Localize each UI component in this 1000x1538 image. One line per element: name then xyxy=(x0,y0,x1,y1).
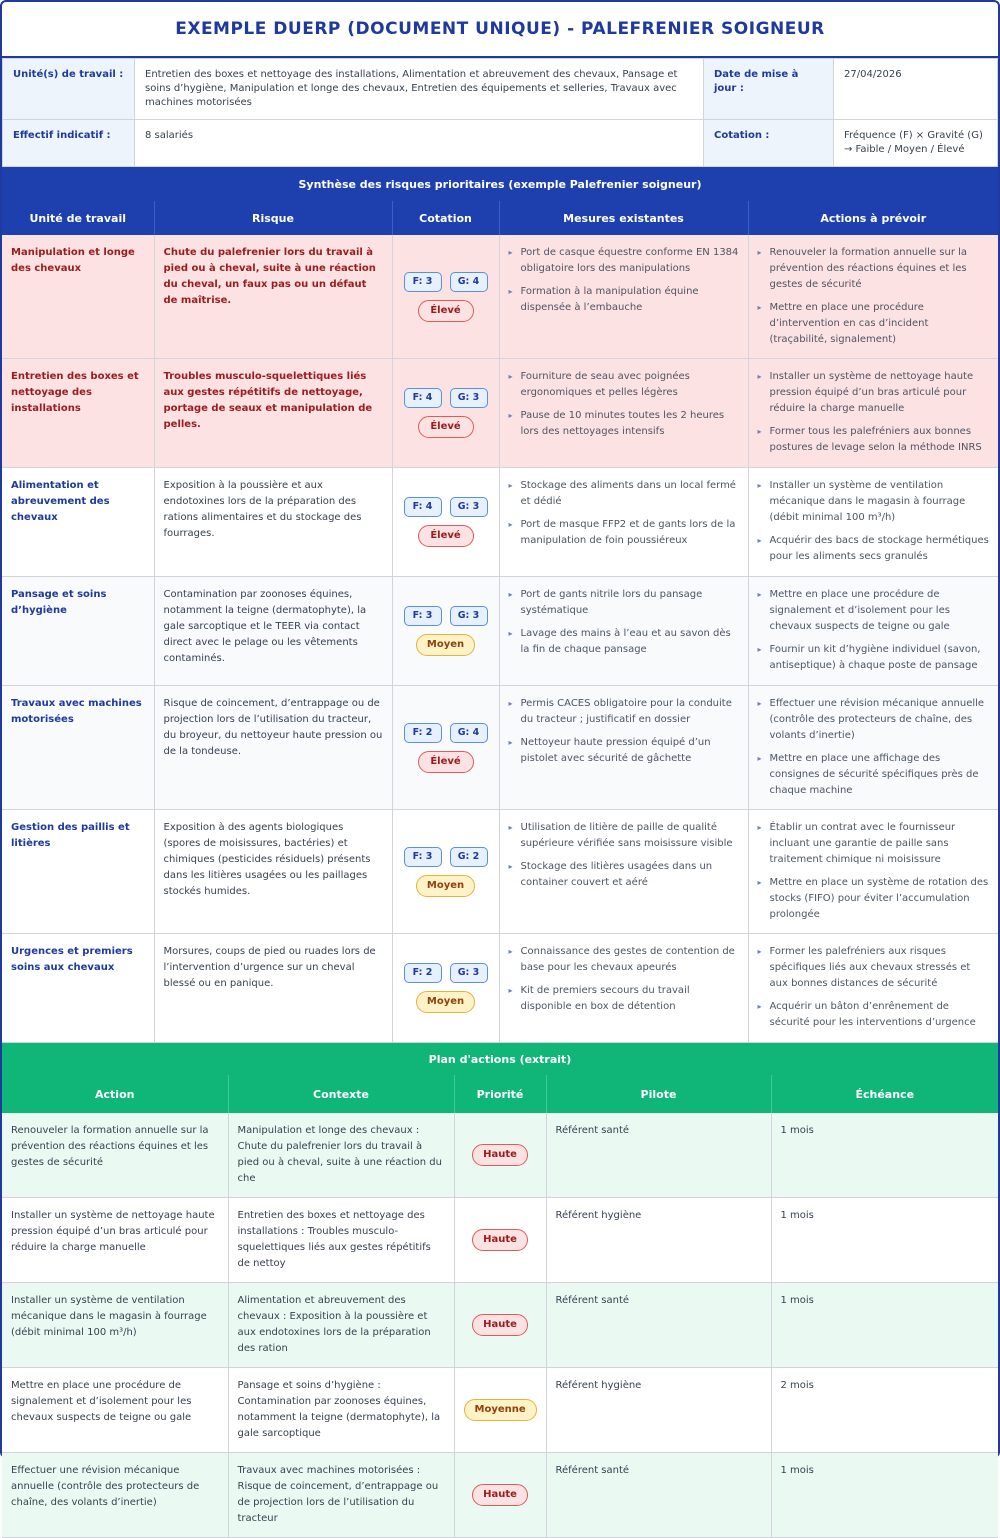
existing-measure-item: ▸ Kit de premiers secours du travail disponible en box de détention xyxy=(509,983,739,1015)
planned-action-item: ▸ Former les palefréniers aux risques spécifiques liés aux chevaux stressés et aux bonnes distances de sécurité xyxy=(758,944,990,992)
existing-measures-list xyxy=(509,820,739,891)
planned-actions-list xyxy=(758,944,990,1031)
cotation-cell xyxy=(392,810,499,934)
risk-description-cell xyxy=(154,577,392,686)
plan-context-cell: Entretien des boxes et nettoyage des installations : Troubles musculo-squelettiques liés aux gestes répétitifs de nettoy xyxy=(228,1198,454,1283)
work-unit-name: Travaux avec machines motorisées xyxy=(11,698,142,725)
planned-actions-list xyxy=(758,696,990,799)
risk-level-badge: Moyen xyxy=(416,875,475,897)
risk-unit-cell xyxy=(2,934,154,1043)
risk-description: Chute du palefrenier lors du travail à pied ou à cheval, suite à une réaction du cheval, un faux pas ou un défaut de maîtrise. xyxy=(163,247,376,306)
units-value: Entretien des boxes et nettoyage des installations, Alimentation et abreuvement des chevaux, Pansage et soins d’hygiène, Manipulation et longe des chevaux, Entretien des équipements et selleries, Travaux avec machines motorisées xyxy=(135,59,704,120)
document-title: EXEMPLE DUERP (DOCUMENT UNIQUE) - PALEFRENIER SOIGNEUR xyxy=(2,2,998,58)
frequency-chip: F: 3 xyxy=(404,272,442,292)
existing-measures-cell xyxy=(499,468,748,577)
effectif-value: 8 salariés xyxy=(135,120,704,167)
planned-actions-cell xyxy=(748,235,998,359)
cotation-chips xyxy=(402,388,490,408)
risk-header-row xyxy=(2,201,998,235)
plan-col-priority: Priorité xyxy=(454,1075,546,1113)
existing-measures-cell xyxy=(499,686,748,810)
plan-action-cell: Renouveler la formation annuelle sur la prévention des réactions équines et les gestes de sécurité xyxy=(2,1113,228,1198)
existing-measures-cell xyxy=(499,235,748,359)
plan-priority-cell xyxy=(454,1283,546,1368)
existing-measure-item: ▸ Nettoyeur haute pression équipé d’un pistolet avec sécurité de gâchette xyxy=(509,735,739,767)
plan-priority-cell xyxy=(454,1368,546,1453)
plan-action-cell: Mettre en place une procédure de signalement et d’isolement pour les chevaux suspects de teigne ou gale xyxy=(2,1368,228,1453)
risk-description-cell xyxy=(154,359,392,468)
work-unit-name: Manipulation et longe des chevaux xyxy=(11,247,135,274)
cotation-chips xyxy=(402,606,490,626)
risk-unit-cell xyxy=(2,468,154,577)
existing-measure-item: ▸ Port de casque équestre conforme EN 1384 obligatoire lors des manipulations xyxy=(509,245,739,277)
risk-row xyxy=(2,810,998,934)
risk-col-cotation: Cotation xyxy=(392,201,499,235)
cotation-chips xyxy=(402,723,490,743)
plan-pilot-cell: Référent santé xyxy=(546,1113,771,1198)
frequency-chip: F: 3 xyxy=(404,847,442,867)
priority-badge: Haute xyxy=(472,1314,528,1336)
cotation-chips xyxy=(402,272,490,292)
risk-unit-cell xyxy=(2,810,154,934)
existing-measures-list xyxy=(509,696,739,767)
risk-description: Exposition à la poussière et aux endotoxines lors de la préparation des rations alimentaires et du stockage des fourrages. xyxy=(163,480,362,539)
cotation-chips xyxy=(402,847,490,867)
plan-row xyxy=(2,1453,998,1538)
plan-context-cell: Pansage et soins d’hygiène : Contamination par zoonoses équines, notamment la teigne (dermatophyte), la gale sarcoptique xyxy=(228,1368,454,1453)
plan-pilot-cell: Référent santé xyxy=(546,1283,771,1368)
cotation-cell xyxy=(392,359,499,468)
units-label: Unité(s) de travail : xyxy=(3,59,135,120)
info-table xyxy=(2,58,998,167)
gravity-chip: G: 4 xyxy=(450,272,488,292)
risk-description-cell xyxy=(154,235,392,359)
work-unit-name: Entretien des boxes et nettoyage des installations xyxy=(11,371,139,414)
planned-action-item: ▸ Mettre en place une affichage des consignes de sécurité spécifiques près de chaque machine xyxy=(758,751,990,799)
risk-row xyxy=(2,235,998,359)
planned-action-item: ▸ Mettre en place une procédure de signalement et d’isolement pour les chevaux suspects de teigne ou gale xyxy=(758,587,990,635)
planned-actions-cell xyxy=(748,577,998,686)
risk-row xyxy=(2,468,998,577)
plan-action-cell: Installer un système de ventilation mécanique dans le magasin à fourrage (débit minimal 100 m³/h) xyxy=(2,1283,228,1368)
planned-actions-cell xyxy=(748,468,998,577)
planned-actions-cell xyxy=(748,934,998,1043)
cotation-cell xyxy=(392,235,499,359)
plan-row xyxy=(2,1113,998,1198)
plan-context-cell: Manipulation et longe des chevaux : Chute du palefrenier lors du travail à pied ou à cheval, suite à une réaction du che xyxy=(228,1113,454,1198)
frequency-chip: F: 2 xyxy=(404,723,442,743)
existing-measures-list xyxy=(509,478,739,549)
planned-action-item: ▸ Installer un système de ventilation mécanique dans le magasin à fourrage (débit minimal 100 m³/h) xyxy=(758,478,990,526)
plan-priority-cell xyxy=(454,1113,546,1198)
existing-measures-cell xyxy=(499,577,748,686)
risk-description: Contamination par zoonoses équines, notamment la teigne (dermatophyte), la gale sarcoptique et le TEER via contact direct avec le pelage ou les vêtements contaminés. xyxy=(163,589,367,664)
risk-table xyxy=(2,201,998,1043)
plan-pilot-cell: Référent hygiène xyxy=(546,1368,771,1453)
risk-description-cell xyxy=(154,468,392,577)
plan-context-cell: Travaux avec machines motorisées : Risque de coincement, d’entrappage ou de projection lors de l’utilisation du tracteur xyxy=(228,1453,454,1538)
plan-col-context: Contexte xyxy=(228,1075,454,1113)
existing-measures-cell xyxy=(499,810,748,934)
plan-pilot-cell: Référent hygiène xyxy=(546,1198,771,1283)
existing-measure-item: ▸ Stockage des litières usagées dans un container couvert et aéré xyxy=(509,859,739,891)
planned-actions-cell xyxy=(748,810,998,934)
plan-deadline-cell: 1 mois xyxy=(771,1453,998,1538)
gravity-chip: G: 3 xyxy=(450,497,488,517)
work-unit-name: Gestion des paillis et litières xyxy=(11,822,130,849)
cotation-cell xyxy=(392,686,499,810)
planned-action-item: ▸ Effectuer une révision mécanique annuelle (contrôle des protecteurs de chaîne, des volants d’inertie) xyxy=(758,696,990,744)
existing-measure-item: ▸ Pause de 10 minutes toutes les 2 heures lors des nettoyages intensifs xyxy=(509,408,739,440)
existing-measure-item: ▸ Lavage des mains à l’eau et au savon dès la fin de chaque pansage xyxy=(509,626,739,658)
planned-actions-list xyxy=(758,369,990,456)
planned-action-item: ▸ Fournir un kit d’hygiène individuel (savon, antiseptique) à chaque poste de pansage xyxy=(758,642,990,674)
existing-measures-list xyxy=(509,944,739,1015)
existing-measure-item: ▸ Formation à la manipulation équine dispensée à l’embauche xyxy=(509,284,739,316)
frequency-chip: F: 2 xyxy=(404,963,442,983)
planned-action-item: ▸ Acquérir un bâton d’enrênement de sécurité pour les interventions d’urgence xyxy=(758,999,990,1031)
priority-badge: Haute xyxy=(472,1484,528,1506)
plan-table xyxy=(2,1075,998,1538)
risk-level-badge: Élevé xyxy=(418,416,474,438)
work-unit-name: Alimentation et abreuvement des chevaux xyxy=(11,480,110,523)
effectif-label: Effectif indicatif : xyxy=(3,120,135,167)
plan-action-cell: Installer un système de nettoyage haute pression équipé d’un bras articulé pour réduire la charge manuelle xyxy=(2,1198,228,1283)
risk-level-badge: Moyen xyxy=(416,991,475,1013)
planned-action-item: ▸ Installer un système de nettoyage haute pression équipé d’un bras articulé pour réduire la charge manuelle xyxy=(758,369,990,417)
planned-actions-list xyxy=(758,587,990,674)
existing-measures-cell xyxy=(499,359,748,468)
plan-row xyxy=(2,1368,998,1453)
info-row xyxy=(3,59,998,120)
cotation-label: Cotation : xyxy=(704,120,834,167)
planned-action-item: ▸ Établir un contrat avec le fournisseur incluant une garantie de paille sans traitement chimique ni moisissure xyxy=(758,820,990,868)
existing-measures-list xyxy=(509,245,739,316)
risk-col-actions: Actions à prévoir xyxy=(748,201,998,235)
plan-priority-cell xyxy=(454,1453,546,1538)
risk-row xyxy=(2,577,998,686)
risk-row xyxy=(2,686,998,810)
risk-unit-cell xyxy=(2,577,154,686)
plan-col-action: Action xyxy=(2,1075,228,1113)
planned-actions-list xyxy=(758,478,990,565)
risk-level-badge: Élevé xyxy=(418,525,474,547)
cotation-cell xyxy=(392,577,499,686)
existing-measure-item: ▸ Connaissance des gestes de contention de base pour les chevaux apeurés xyxy=(509,944,739,976)
plan-deadline-cell: 1 mois xyxy=(771,1198,998,1283)
planned-actions-list xyxy=(758,245,990,348)
priority-badge: Haute xyxy=(472,1229,528,1251)
risk-unit-cell xyxy=(2,686,154,810)
risk-description-cell xyxy=(154,934,392,1043)
planned-action-item: ▸ Former tous les palefréniers aux bonnes postures de levage selon la méthode INRS xyxy=(758,424,990,456)
risk-level-badge: Élevé xyxy=(418,751,474,773)
risk-description-cell xyxy=(154,810,392,934)
frequency-chip: F: 4 xyxy=(404,497,442,517)
plan-section-title: Plan d'actions (extrait) xyxy=(2,1043,998,1075)
risk-unit-cell xyxy=(2,359,154,468)
gravity-chip: G: 4 xyxy=(450,723,488,743)
risk-description: Troubles musculo-squelettiques liés aux gestes répétitifs de nettoyage, portage de seaux et manipulation de pelles. xyxy=(163,371,373,430)
cotation-value: Fréquence (F) × Gravité (G) → Faible / Moyen / Élevé xyxy=(834,120,998,167)
gravity-chip: G: 2 xyxy=(450,847,488,867)
plan-header-row xyxy=(2,1075,998,1113)
existing-measure-item: ▸ Port de masque FFP2 et de gants lors de la manipulation de foin poussiéreux xyxy=(509,517,739,549)
priority-badge: Moyenne xyxy=(464,1399,537,1421)
existing-measures-cell xyxy=(499,934,748,1043)
risk-row xyxy=(2,934,998,1043)
planned-action-item: ▸ Mettre en place une procédure d’intervention en cas d’incident (traçabilité, signalement) xyxy=(758,300,990,348)
planned-action-item: ▸ Renouveler la formation annuelle sur la prévention des réactions équines et les gestes de sécurité xyxy=(758,245,990,293)
risk-description: Risque de coincement, d’entrappage ou de projection lors de l’utilisation du tracteur, du broyeur, du nettoyeur haute pression ou de la tondeuse. xyxy=(163,698,383,757)
frequency-chip: F: 3 xyxy=(404,606,442,626)
existing-measure-item: ▸ Utilisation de litière de paille de qualité supérieure vérifiée sans moisissure visible xyxy=(509,820,739,852)
date-value: 27/04/2026 xyxy=(834,59,998,120)
planned-action-item: ▸ Mettre en place un système de rotation des stocks (FIFO) pour éviter l’accumulation prolongée xyxy=(758,875,990,923)
existing-measures-list xyxy=(509,587,739,658)
risk-section-title: Synthèse des risques prioritaires (exemple Palefrenier soigneur) xyxy=(2,167,998,201)
risk-level-badge: Élevé xyxy=(418,300,474,322)
risk-description: Exposition à des agents biologiques (spores de moisissures, bactéries) et chimiques (pesticides résiduels) présents dans les litières usagées ou les paillages stockés humides. xyxy=(163,822,371,897)
gravity-chip: G: 3 xyxy=(450,963,488,983)
plan-pilot-cell: Référent santé xyxy=(546,1453,771,1538)
date-label: Date de mise à jour : xyxy=(704,59,834,120)
frequency-chip: F: 4 xyxy=(404,388,442,408)
plan-row xyxy=(2,1283,998,1368)
work-unit-name: Pansage et soins d’hygiène xyxy=(11,589,107,616)
cotation-cell xyxy=(392,468,499,577)
risk-level-badge: Moyen xyxy=(416,634,475,656)
risk-col-risk: Risque xyxy=(154,201,392,235)
risk-description: Morsures, coups de pied ou ruades lors de l’intervention d’urgence sur un cheval blessé ou en panique. xyxy=(163,946,376,989)
risk-row xyxy=(2,359,998,468)
plan-row xyxy=(2,1198,998,1283)
existing-measure-item: ▸ Permis CACES obligatoire pour la conduite du tracteur ; justificatif en dossier xyxy=(509,696,739,728)
planned-actions-list xyxy=(758,820,990,923)
plan-priority-cell xyxy=(454,1198,546,1283)
plan-col-pilot: Pilote xyxy=(546,1075,771,1113)
risk-col-mesures: Mesures existantes xyxy=(499,201,748,235)
planned-actions-cell xyxy=(748,686,998,810)
plan-deadline-cell: 2 mois xyxy=(771,1368,998,1453)
plan-col-deadline: Échéance xyxy=(771,1075,998,1113)
existing-measure-item: ▸ Port de gants nitrile lors du pansage systématique xyxy=(509,587,739,619)
planned-action-item: ▸ Acquérir des bacs de stockage hermétiques pour les aliments secs granulés xyxy=(758,533,990,565)
existing-measure-item: ▸ Stockage des aliments dans un local fermé et dédié xyxy=(509,478,739,510)
risk-unit-cell xyxy=(2,235,154,359)
cotation-cell xyxy=(392,934,499,1043)
planned-actions-cell xyxy=(748,359,998,468)
risk-col-unit: Unité de travail xyxy=(2,201,154,235)
work-unit-name: Urgences et premiers soins aux chevaux xyxy=(11,946,133,973)
priority-badge: Haute xyxy=(472,1144,528,1166)
gravity-chip: G: 3 xyxy=(450,388,488,408)
cotation-chips xyxy=(402,497,490,517)
plan-deadline-cell: 1 mois xyxy=(771,1283,998,1368)
gravity-chip: G: 3 xyxy=(450,606,488,626)
plan-action-cell: Effectuer une révision mécanique annuelle (contrôle des protecteurs de chaîne, des volants d’inertie) xyxy=(2,1453,228,1538)
plan-context-cell: Alimentation et abreuvement des chevaux : Exposition à la poussière et aux endotoxines lors de la préparation des ration xyxy=(228,1283,454,1368)
risk-description-cell xyxy=(154,686,392,810)
info-row xyxy=(3,120,998,167)
existing-measure-item: ▸ Fourniture de seau avec poignées ergonomiques et pelles légères xyxy=(509,369,739,401)
plan-deadline-cell: 1 mois xyxy=(771,1113,998,1198)
existing-measures-list xyxy=(509,369,739,440)
cotation-chips xyxy=(402,963,490,983)
